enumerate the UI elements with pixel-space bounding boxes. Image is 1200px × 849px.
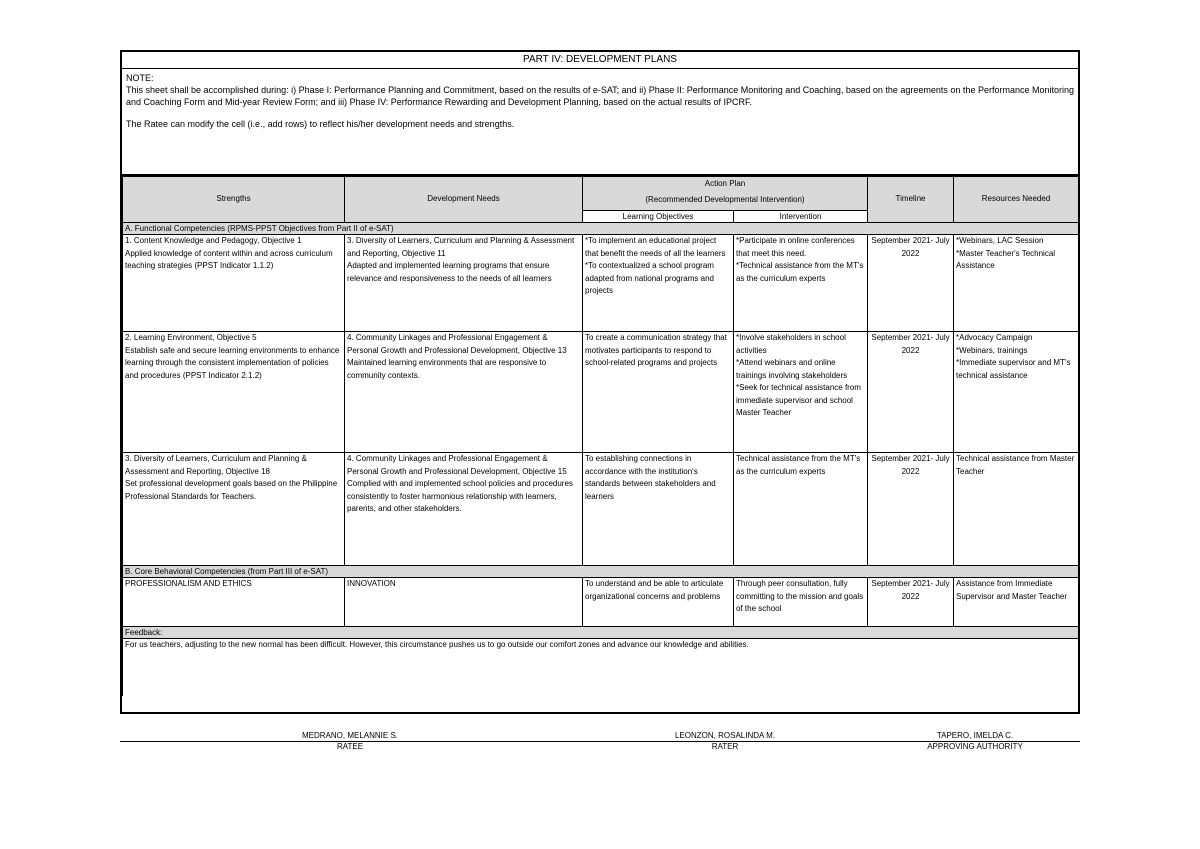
timeline-cell: September 2021- July 2022 (868, 332, 954, 453)
ratee-name: MEDRANO, MELANNIE S. (301, 731, 398, 740)
note-text-1: This sheet shall be accomplished during: i) Phase I: Performance Planning and Commitment, based on the results of e-SAT; and ii) Phase II: Performance Monitoring and Coaching, based on the agreements on the Performance Monitoring and Coaching Form and Mid-year Review Form; and iii) Phase IV: Performance Rewarding and Development Planning, based on the actual results of IPCRF. (126, 85, 1074, 107)
timeline-cell: September 2021- July 2022 (868, 578, 954, 627)
intervention-cell: *Participate in online conferences that meet this need. *Technical assistance from the MT's as the curriculum experts (734, 235, 868, 332)
strength-title: 1. Content Knowledge and Pedagogy, Objective 1 (125, 236, 302, 245)
approving-name: TAPERO, IMELDA C. (936, 731, 1014, 740)
table-row (123, 578, 1079, 627)
resources-cell: Assistance from Immediate Supervisor and Master Teacher (954, 578, 1079, 627)
need-cell: INNOVATION (345, 578, 583, 627)
header-timeline: Timeline (868, 177, 954, 223)
header-development-needs: Development Needs (345, 177, 583, 223)
feedback-text: For us teachers, adjusting to the new normal has been difficult. However, this circumstance pushes us to go outside our comfort zones and advance our knowledge and abilities. (123, 639, 1079, 696)
approving-role: APPROVING AUTHORITY (927, 742, 1023, 751)
table-row (123, 332, 1079, 453)
page-title: PART IV: DEVELOPMENT PLANS (122, 52, 1078, 69)
development-plan-table (122, 176, 1079, 696)
strength-body: Set professional development goals based on the Philippine Professional Standards for Teachers. (125, 479, 338, 501)
strength-cell (123, 453, 345, 566)
strength-title: 2. Learning Environment, Objective 5 (125, 333, 257, 342)
need-body: Maintained learning environments that are responsive to community contexts. (347, 358, 547, 380)
resources-cell: Technical assistance from Master Teacher (954, 453, 1079, 566)
signature-rater (625, 730, 825, 752)
need-cell (345, 453, 583, 566)
signature-approving (875, 730, 1075, 752)
ratee-role: RATEE (336, 742, 364, 751)
rater-role: RATER (711, 742, 739, 751)
note-text-2: The Ratee can modify the cell (i.e., add rows) to reflect his/her development needs and strengths. (126, 119, 515, 129)
section-a-label: A. Functional Competencies (RPMS-PPST Objectives from Part II of e-SAT) (123, 223, 1079, 235)
resources-cell: *Advocacy Campaign *Webinars, trainings *Immediate supervisor and MT's technical assistance (954, 332, 1079, 453)
strength-cell (123, 332, 345, 453)
objectives-cell: To create a communication strategy that motivates participants to respond to school-related programs and projects (583, 332, 734, 453)
need-title: 4. Community Linkages and Professional Engagement & Personal Growth and Professional Development, Objective 13 (347, 333, 567, 355)
intervention-cell: *Involve stakeholders in school activities *Attend webinars and online trainings involving stakeholders *Seek for technical assistance from immediate supervisor and school Master Teacher (734, 332, 868, 453)
objectives-cell: *To implement an educational project that benefit the needs of all the learners *To contextualized a school program adapted from national programs and projects (583, 235, 734, 332)
header-intervention: Intervention (734, 211, 868, 223)
need-title: 4. Community Linkages and Professional Engagement & Personal Growth and Professional Development, Objective 15 (347, 454, 567, 476)
strength-cell: PROFESSIONALISM AND ETHICS (123, 578, 345, 627)
header-resources: Resources Needed (954, 177, 1079, 223)
strength-body: Establish safe and secure learning environments to enhance learning through the consistent implementation of policies and procedures (PPST Indicator 2.1.2) (125, 345, 340, 380)
objectives-cell: To understand and be able to articulate organizational concerns and problems (583, 578, 734, 627)
signature-ratee (250, 730, 450, 752)
note-label: NOTE: (126, 73, 154, 83)
objectives-cell: To establishing connections in accordance with the institution's standards between stakeholders and learners (583, 453, 734, 566)
table-row (123, 235, 1079, 332)
note-box (122, 69, 1078, 176)
section-b-label: B. Core Behavioral Competencies (from Part III of e-SAT) (123, 566, 1079, 578)
strength-title: 3. Diversity of Learners, Curriculum and Planning & Assessment and Reporting, Objective 18 (125, 454, 307, 476)
strength-body: Applied knowledge of content within and across curriculum teaching strategies (PPST Indicator 1.1.2) (125, 248, 333, 270)
need-title: 3. Diversity of Learners, Curriculum and Planning & Assessment and Reporting, Objective 11 (347, 236, 575, 258)
need-body: Complied with and implemented school policies and procedures consistently to foster harmonious relationship with learners, parents, and other stakeholders. (347, 479, 573, 513)
timeline-cell: September 2021- July 2022 (868, 235, 954, 332)
need-cell (345, 235, 583, 332)
header-strengths: Strengths (123, 177, 345, 223)
timeline-cell: September 2021- July 2022 (868, 453, 954, 566)
intervention-cell: Through peer consultation, fully committing to the mission and goals of the school (734, 578, 868, 627)
intervention-cell: Technical assistance from the MT's as the curriculum experts (734, 453, 868, 566)
need-body: Adapted and implemented learning programs that ensure relevance and responsiveness to the needs of all learners (347, 261, 552, 283)
resources-cell: *Webinars, LAC Session *Master Teacher's Technical Assistance (954, 235, 1079, 332)
feedback-label: Feedback: (123, 627, 1079, 639)
header-action-plan: Action Plan (583, 177, 868, 191)
need-cell (345, 332, 583, 453)
strength-cell (123, 235, 345, 332)
development-plan-sheet (120, 50, 1080, 714)
table-row (123, 453, 1079, 566)
header-learning-objectives: Learning Objectives (583, 211, 734, 223)
rater-name: LEONZON, ROSALINDA M. (674, 731, 776, 740)
header-action-plan-sub: (Recommended Developmental Intervention) (583, 191, 868, 211)
